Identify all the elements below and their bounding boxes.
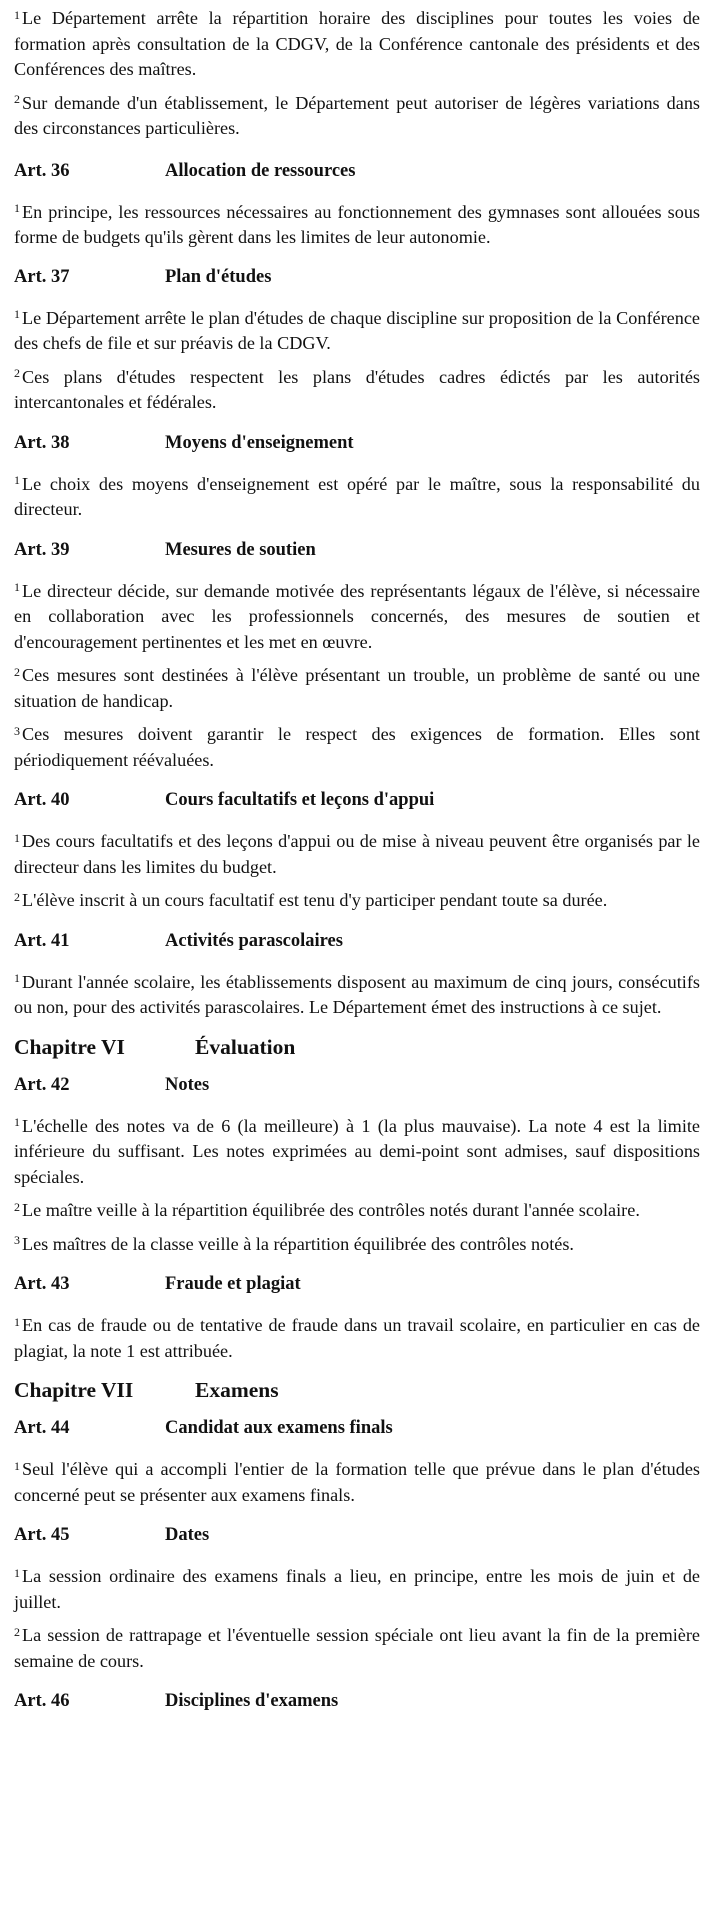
alinea (14, 200, 700, 251)
article-title: Dates (165, 1525, 210, 1545)
alinea-text: La session de rattrapage et l'éventuelle session spéciale ont lieu avant la fin de la première semaine de cours. (14, 1625, 700, 1671)
alinea-text: La session ordinaire des examens finals a lieu, en principe, entre les mois de juin et de juillet. (14, 1566, 700, 1612)
alinea-number: 1 (14, 971, 20, 986)
alinea-number: 2 (14, 366, 20, 381)
alinea-text: Ces mesures sont destinées à l'élève présentant un trouble, un problème de santé ou une situation de handicap. (14, 665, 700, 711)
chapter-heading (14, 1033, 700, 1061)
alinea-number: 1 (14, 830, 20, 845)
alinea-text: Le choix des moyens d'enseignement est opéré par le maître, sous la responsabilité du directeur. (14, 473, 700, 519)
article-heading (14, 159, 700, 184)
alinea (14, 6, 700, 83)
alinea (14, 91, 700, 142)
alinea-text: L'élève inscrit à un cours facultatif est tenu d'y participer pendant toute sa durée. (22, 890, 608, 910)
article-heading (14, 265, 700, 290)
alinea-text: Sur demande d'un établissement, le Département peut autoriser de légères variations dans des circonstances particulières. (14, 92, 700, 138)
alinea (14, 1623, 700, 1674)
article-number: Art. 43 (14, 1274, 70, 1294)
article-number: Art. 41 (14, 930, 70, 951)
article-heading (14, 1689, 700, 1714)
chapter-title: Examens (195, 1378, 279, 1402)
article-number: Art. 44 (14, 1418, 70, 1438)
alinea-text: Les maîtres de la classe veille à la répartition équilibrée des contrôles notés. (22, 1233, 574, 1254)
alinea-number: 2 (14, 889, 20, 904)
alinea-text: En cas de fraude ou de tentative de fraude dans un travail scolaire, en particulier en cas de plagiat, la note 1 est attribuée. (14, 1315, 700, 1361)
article-number: Art. 40 (14, 790, 70, 810)
alinea-number: 1 (14, 1115, 20, 1130)
article-title: Mesures de soutien (165, 539, 316, 560)
article-number: Art. 38 (14, 432, 70, 453)
alinea (14, 1232, 700, 1258)
alinea-text: Le directeur décide, sur demande motivée des représentants légaux de l'élève, si nécessaire en collaboration avec les professionnels concernés, des mesures de soutien et d'encouragement pertinentes et les met en œuvre. (14, 580, 700, 652)
alinea-text: Durant l'année scolaire, les établissements disposent au maximum de cinq jours, consécutifs ou non, pour des activités parascolaires. Le Département émet des instructions à ce sujet. (14, 971, 700, 1017)
alinea (14, 829, 700, 880)
alinea-text: En principe, les ressources nécessaires au fonctionnement des gymnases sont allouées sous forme de budgets qu'ils gèrent dans les limites de leur autonomie. (14, 201, 700, 247)
alinea-number: 2 (14, 664, 20, 679)
alinea-number: 3 (14, 1233, 20, 1248)
alinea (14, 472, 700, 523)
article-number: Art. 45 (14, 1525, 70, 1545)
alinea (14, 1564, 700, 1615)
alinea-text: Le maître veille à la répartition équilibrée des contrôles notés durant l'année scolaire. (22, 1200, 640, 1220)
alinea (14, 663, 700, 714)
article-number: Art. 37 (14, 266, 70, 287)
article-number: Art. 46 (14, 1691, 70, 1711)
article-heading (14, 788, 700, 813)
alinea-text: Le Département arrête le plan d'études de chaque discipline sur proposition de la Conférence des chefs de file et sur préavis de la CDGV. (14, 307, 700, 353)
alinea-number: 2 (14, 1624, 20, 1639)
alinea (14, 1457, 700, 1508)
alinea-number: 1 (14, 201, 20, 216)
alinea (14, 579, 700, 656)
alinea-text: Ces plans d'études respectent les plans d'études cadres édictés par les autorités intercantonales et fédérales. (14, 366, 700, 412)
alinea (14, 306, 700, 357)
chapter-title: Évaluation (195, 1034, 296, 1059)
alinea-text: Des cours facultatifs et des leçons d'appui ou de mise à niveau peuvent être organisés par le directeur dans les limites du budget. (14, 831, 700, 877)
alinea (14, 365, 700, 416)
chapter-number: Chapitre VII (14, 1378, 134, 1402)
article-heading (14, 1272, 700, 1297)
alinea-text: Le Département arrête la répartition horaire des disciplines pour toutes les voies de formation après consultation de la CDGV, de la Conférence cantonale des présidents et des Conférences des maîtres. (14, 8, 700, 79)
article-number: Art. 39 (14, 539, 70, 560)
alinea-text: L'échelle des notes va de 6 (la meilleure) à 1 (la plus mauvaise). La note 4 est la limite inférieure du suffisant. Les notes exprimées au demi-point sont admises, sauf dispositions spéciales. (14, 1115, 700, 1187)
article-number: Art. 36 (14, 160, 70, 181)
alinea-number: 1 (14, 7, 20, 22)
chapter-number: Chapitre VI (14, 1034, 125, 1059)
article-heading (14, 1523, 700, 1548)
alinea-number: 1 (14, 1458, 20, 1473)
article-title: Moyens d'enseignement (165, 432, 354, 453)
article-title: Disciplines d'examens (165, 1691, 339, 1711)
article-heading (14, 431, 700, 456)
article-title: Fraude et plagiat (165, 1274, 301, 1294)
alinea (14, 1198, 700, 1224)
alinea (14, 1313, 700, 1364)
article-heading (14, 1073, 700, 1098)
alinea (14, 1114, 700, 1191)
article-title: Candidat aux examens finals (165, 1418, 393, 1438)
article-title: Cours facultatifs et leçons d'appui (165, 790, 435, 810)
alinea-number: 1 (14, 1565, 20, 1580)
document-page (14, 6, 700, 1714)
article-title: Plan d'études (165, 266, 272, 287)
article-title: Activités parascolaires (165, 930, 343, 951)
alinea (14, 970, 700, 1021)
article-number: Art. 42 (14, 1074, 70, 1095)
alinea (14, 888, 700, 914)
alinea-number: 1 (14, 473, 20, 488)
alinea-text: Ces mesures doivent garantir le respect des exigences de formation. Elles sont périodiquement réévaluées. (14, 724, 700, 770)
article-title: Notes (165, 1074, 210, 1095)
article-heading (14, 929, 700, 954)
alinea-number: 1 (14, 1314, 20, 1329)
alinea-number: 1 (14, 580, 20, 595)
alinea-number: 2 (14, 1199, 20, 1214)
article-heading (14, 538, 700, 563)
alinea (14, 722, 700, 773)
alinea-number: 3 (14, 723, 20, 738)
article-title: Allocation de ressources (165, 160, 356, 181)
chapter-heading (14, 1376, 700, 1404)
article-heading (14, 1416, 700, 1441)
alinea-number: 1 (14, 307, 20, 322)
alinea-number: 2 (14, 92, 20, 107)
alinea-text: Seul l'élève qui a accompli l'entier de la formation telle que prévue dans le plan d'études concerné peut se présenter aux examens finals. (14, 1459, 700, 1505)
